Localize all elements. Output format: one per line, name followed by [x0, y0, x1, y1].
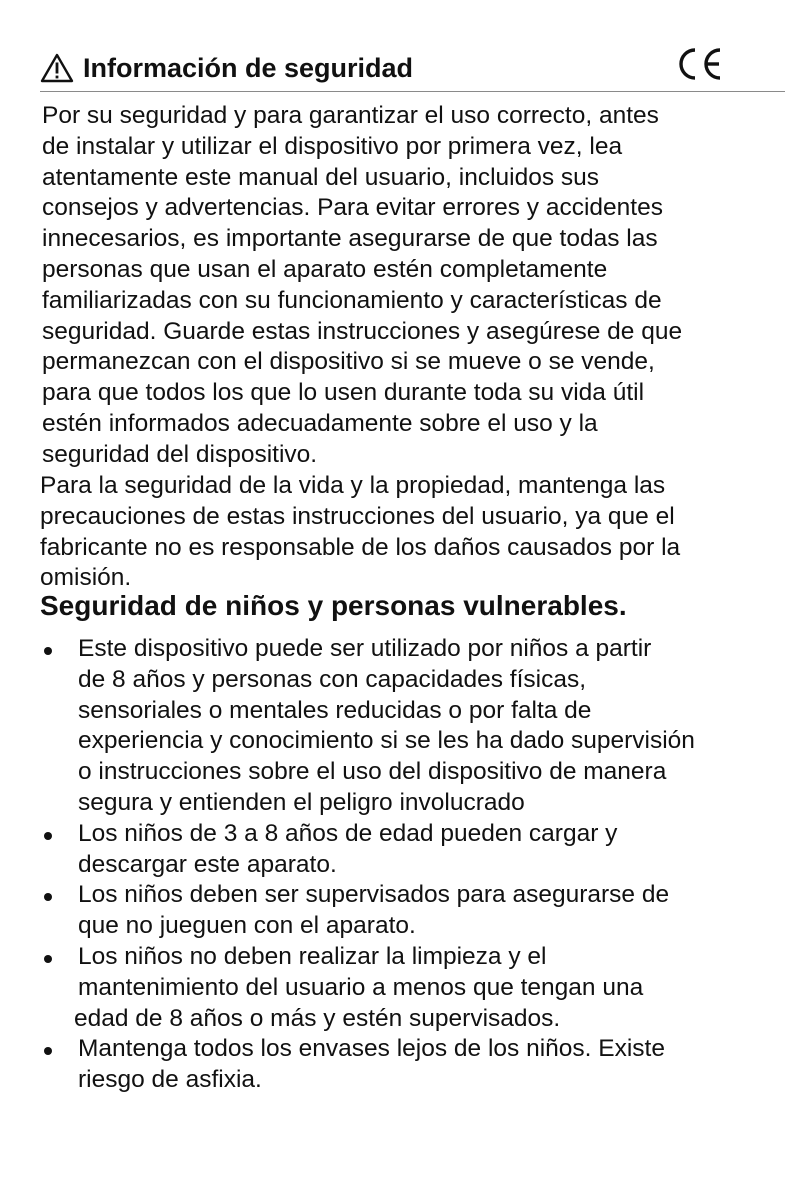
- list-item: [40, 942, 695, 1034]
- text-line: Mantenga todos los envases lejos de los niños. Existe: [78, 1035, 665, 1063]
- bullet-icon: [44, 955, 52, 963]
- text-line: consejos y advertencias. Para evitar errores y accidentes: [42, 194, 663, 222]
- text-line: o instrucciones sobre el uso del dispositivo de manera: [78, 758, 667, 786]
- text-line: personas que usan el aparato estén completamente: [42, 255, 608, 283]
- text-line: seguridad. Guarde estas instrucciones y asegúrese de que: [42, 317, 683, 345]
- text-line: edad de 8 años o más y estén supervisados.: [74, 1004, 561, 1032]
- list-item: [40, 1034, 695, 1096]
- bullet-icon: [44, 893, 52, 901]
- text-line: Este dispositivo puede ser utilizado por niños a partir: [78, 635, 652, 662]
- text-line: descargar este aparato.: [78, 850, 337, 878]
- text-line: riesgo de asfixia.: [78, 1066, 262, 1094]
- list-item: [40, 634, 695, 819]
- text-line: innecesarios, es importante asegurarse de que todas las: [42, 225, 658, 253]
- text-line: estén informados adecuadamente sobre el uso y la: [42, 409, 598, 437]
- text-line: de instalar y utilizar el dispositivo por primera vez, lea: [42, 132, 623, 160]
- text-line: segura y entienden el peligro involucrado: [78, 788, 525, 816]
- bullet-icon: [44, 832, 52, 840]
- list-item: [40, 880, 695, 942]
- list-item: [40, 819, 695, 881]
- text-line: mantenimiento del usuario a menos que tengan una: [78, 973, 644, 1001]
- text-line: Los niños no deben realizar la limpieza y el: [78, 942, 547, 970]
- text-line: Para la seguridad de la vida y la propiedad, mantenga las: [40, 472, 666, 499]
- warning-triangle-icon: [40, 53, 74, 83]
- text-line: para que todos los que lo usen durante toda su vida útil: [42, 379, 645, 407]
- bullet-icon: [44, 647, 52, 655]
- text-line: seguridad del dispositivo.: [42, 440, 318, 468]
- safety-bullet-list: [40, 634, 695, 1096]
- bullet-icon: [44, 1047, 52, 1055]
- section-header: [40, 44, 785, 92]
- liability-paragraph: [40, 471, 680, 594]
- text-line: Los niños deben ser supervisados para asegurarse de: [78, 881, 670, 909]
- intro-paragraph: [42, 101, 682, 471]
- section-heading: Seguridad de niños y personas vulnerables.: [40, 590, 627, 621]
- text-line: experiencia y conocimiento si se les ha dado supervisión: [78, 727, 695, 755]
- text-line: que no jueguen con el aparato.: [78, 912, 416, 940]
- header-divider: [40, 91, 785, 92]
- text-line: fabricante no es responsable de los daños causados por la: [40, 533, 681, 561]
- text-line: atentamente este manual del usuario, incluidos sus: [42, 163, 600, 191]
- text-line: precauciones de estas instrucciones del usuario, ya que el: [40, 502, 675, 530]
- text-line: familiarizadas con su funcionamiento y características de: [42, 286, 662, 314]
- text-line: omisión.: [40, 564, 132, 592]
- text-line: Por su seguridad y para garantizar el uso correcto, antes: [42, 102, 659, 129]
- page-title: Información de seguridad: [83, 53, 414, 83]
- text-line: de 8 años y personas con capacidades físicas,: [78, 665, 587, 693]
- text-line: sensoriales o mentales reducidas o por falta de: [78, 696, 592, 724]
- text-line: permanezcan con el dispositivo si se mueve o se vende,: [42, 348, 655, 376]
- text-line: Los niños de 3 a 8 años de edad pueden cargar y: [78, 819, 618, 847]
- ce-mark-icon: [673, 46, 725, 82]
